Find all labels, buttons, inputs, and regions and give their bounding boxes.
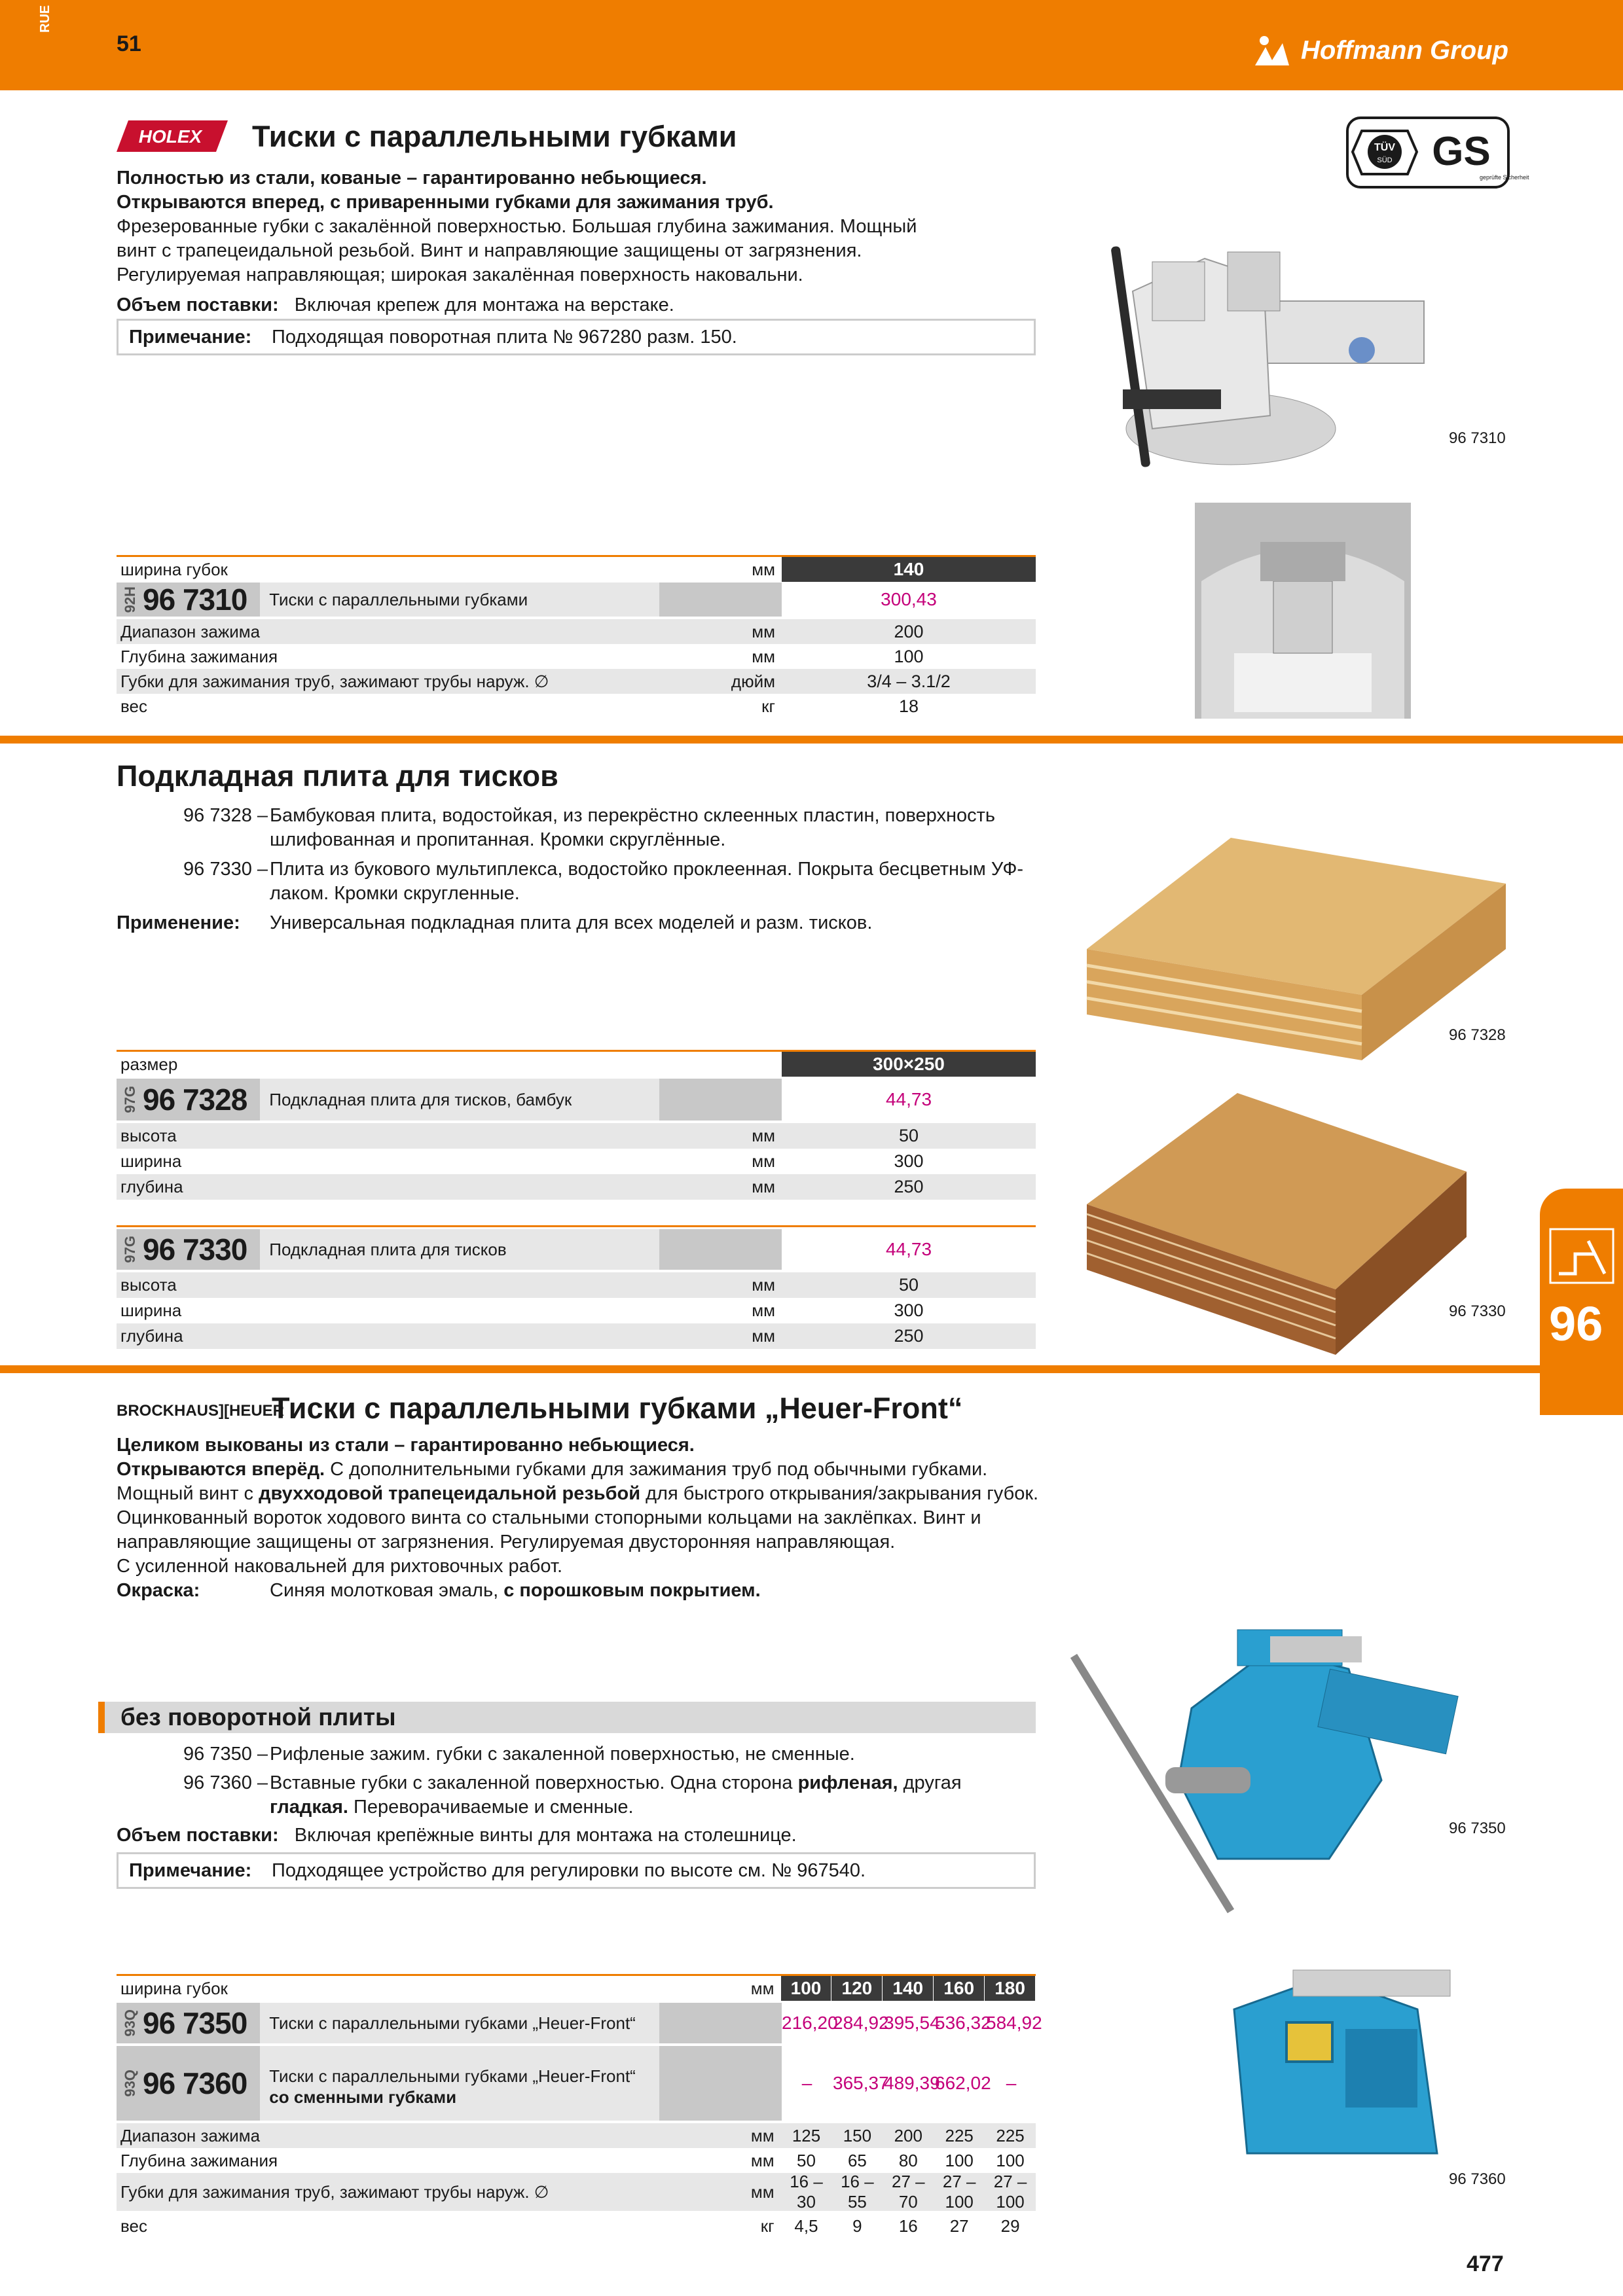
article-name: Тиски с параллельными губками „Heuer-Front“ со сменными губками bbox=[260, 2046, 659, 2121]
gs-text: GS bbox=[1432, 129, 1491, 174]
spec-value: 9 bbox=[852, 2215, 862, 2236]
spec-label: вес bbox=[120, 2215, 147, 2236]
table-plates bbox=[117, 1050, 1036, 1351]
spec-unit: мм bbox=[750, 2150, 775, 2170]
s3-item2-no: 96 7360 – bbox=[183, 1772, 268, 1793]
sud-text: SÜD bbox=[1377, 156, 1393, 164]
col-header: 120 bbox=[831, 1976, 882, 2001]
article-group: 97G bbox=[122, 1086, 138, 1113]
hoffmann-logo-icon bbox=[1252, 34, 1292, 67]
spec-label: Губки для зажимания труб, зажимают трубы наруж. ∅ bbox=[120, 671, 549, 691]
spec-unit: кг bbox=[761, 696, 775, 716]
spec-value: 200 bbox=[894, 2125, 922, 2145]
price-cell[interactable]: 284,92 bbox=[833, 2013, 889, 2033]
spec-value: 4,5 bbox=[794, 2215, 818, 2236]
note-key: Примечание: bbox=[129, 1859, 252, 1881]
article-group: 92H bbox=[122, 586, 138, 613]
article-group: 97G bbox=[122, 1236, 138, 1263]
article-row-967350 bbox=[117, 2003, 782, 2043]
s3-lead1: Целиком выкованы из стали – гарантированно небьющиеся. bbox=[117, 1435, 695, 1456]
article-number: 96 7328 bbox=[143, 1083, 247, 1117]
spec-value: 300 bbox=[894, 1300, 924, 1320]
supply-value: Включая крепеж для монтажа на верстаке. bbox=[294, 295, 674, 315]
s3-item1-no: 96 7350 – bbox=[183, 1744, 268, 1765]
section2-title: Подкладная плита для тисков bbox=[117, 759, 558, 793]
section1-title: Тиски с параллельными губками bbox=[252, 120, 737, 153]
spec-value: 16 – 55 bbox=[841, 2172, 874, 2212]
article-row-967328 bbox=[117, 1079, 782, 1121]
article-number: 96 7310 bbox=[143, 583, 247, 617]
spec-label: Глубина зажимания bbox=[120, 646, 278, 666]
spec-label: ширина bbox=[120, 1300, 182, 1320]
spec-unit: мм bbox=[752, 646, 775, 666]
s2-item2-no: 96 7330 – bbox=[183, 859, 268, 880]
table-heuer-front bbox=[117, 1974, 1042, 2242]
subsection-title: без поворотной плиты bbox=[120, 1704, 396, 1731]
article-number: 96 7350 bbox=[143, 2006, 247, 2040]
spec-label: Диапазон зажима bbox=[120, 2125, 261, 2145]
spec-value: 200 bbox=[894, 621, 924, 641]
spec-value: 50 bbox=[797, 2150, 816, 2170]
spec-label: Губки для зажимания труб, зажимают трубы наруж. ∅ bbox=[120, 2181, 549, 2202]
s3-paragraph2: Мощный винт с двухходовой трапецеидальной резьбой для быстрого открывания/закрывания губок. Оцинкованный вороток ходового винта со стальными стопорными кольцами на заклёпках. Винт и направляющие защищены от загрязнения. Регулируемая двусторонняя направляющая. bbox=[117, 1483, 1039, 1552]
spec-value: 150 bbox=[843, 2125, 872, 2145]
s3-color-key: Окраска: bbox=[117, 1580, 200, 1601]
col-header: 300×250 bbox=[782, 1052, 1036, 1077]
brockhaus-heuer-logo: BROCKHAUS][HEUER bbox=[117, 1402, 284, 1420]
price-cell[interactable]: – bbox=[801, 2073, 812, 2093]
spec-value: 29 bbox=[1000, 2215, 1020, 2236]
s2-item1-no: 96 7328 – bbox=[183, 805, 268, 826]
spec-value: 16 bbox=[898, 2215, 918, 2236]
price-cell[interactable]: 584,92 bbox=[986, 2013, 1042, 2033]
s1-note bbox=[117, 319, 1036, 355]
article-group: 93Q bbox=[122, 2009, 138, 2037]
spec-value: 100 bbox=[996, 2150, 1025, 2170]
s1-lead1: Полностью из стали, кованые – гарантированно небьющиеся. bbox=[117, 168, 707, 188]
price-967328[interactable]: 44,73 bbox=[885, 1089, 932, 1109]
multiplex-plate-image bbox=[1080, 1086, 1473, 1361]
svg-text:HOLEX: HOLEX bbox=[138, 126, 202, 147]
spec-value: 3/4 – 3.1/2 bbox=[867, 671, 951, 691]
s2-item2-text: Плита из букового мультиплекса, водостойко проклеенная. Покрыта бесцветным УФ-лаком. Кромки скругленные. bbox=[270, 859, 1024, 904]
spec-label: вес bbox=[120, 696, 147, 716]
col-unit: мм bbox=[750, 1978, 775, 1998]
spec-value: 50 bbox=[898, 1126, 919, 1145]
spec-value: 50 bbox=[898, 1275, 919, 1295]
spec-unit: мм bbox=[752, 621, 775, 641]
price-cell[interactable]: – bbox=[1006, 2073, 1017, 2093]
spec-row bbox=[117, 2173, 1036, 2211]
spec-label: высота bbox=[120, 1126, 177, 1145]
supply-key: Объем поставки: bbox=[117, 295, 279, 315]
spec-row bbox=[117, 1174, 1036, 1200]
article-name: Подкладная плита для тисков, бамбук bbox=[260, 1079, 659, 1121]
brand-logo bbox=[1252, 34, 1508, 67]
spec-row bbox=[117, 694, 1036, 719]
col-label: ширина губок bbox=[120, 1978, 228, 1998]
s3-item2-text: Вставные губки с закаленной поверхностью. Одна сторона рифленая, другая гладкая. Переворачиваемые и сменные. bbox=[270, 1772, 962, 1818]
col-label: размер bbox=[120, 1054, 178, 1074]
spec-value: 27 – 100 bbox=[993, 2172, 1027, 2212]
spec-unit: мм bbox=[750, 2125, 775, 2145]
spec-value: 300 bbox=[894, 1151, 924, 1171]
spec-value: 100 bbox=[945, 2150, 974, 2170]
spec-label: Глубина зажимания bbox=[120, 2150, 278, 2170]
chapter-number: 96 bbox=[1549, 1297, 1603, 1351]
spec-row bbox=[117, 669, 1036, 694]
s1-lead2: Открываются вперед, с приваренными губками для зажимания труб. bbox=[117, 192, 774, 213]
bamboo-plate-image bbox=[1080, 831, 1512, 1067]
subsection-header bbox=[98, 1702, 1036, 1733]
spec-row bbox=[117, 1123, 1036, 1149]
col-header: 160 bbox=[934, 1976, 984, 2001]
price-cell[interactable]: 489,39 bbox=[884, 2073, 940, 2093]
spec-label: Диапазон зажима bbox=[120, 621, 261, 641]
spec-unit: мм bbox=[750, 2181, 775, 2202]
section-separator bbox=[0, 1365, 1623, 1373]
s2-use-value: Универсальная подкладная плита для всех моделей и разм. тисков. bbox=[270, 912, 873, 933]
spec-label: глубина bbox=[120, 1326, 183, 1346]
spec-unit: кг bbox=[760, 2215, 775, 2236]
col-header: 140 bbox=[883, 1976, 933, 2001]
spec-row bbox=[117, 2148, 1036, 2173]
holex-logo bbox=[117, 119, 228, 153]
caption-967310: 96 7310 bbox=[1449, 429, 1506, 447]
col-label: ширина губок bbox=[120, 559, 228, 579]
spec-label: ширина bbox=[120, 1151, 182, 1171]
spec-unit: мм bbox=[752, 1275, 775, 1295]
article-group: 93Q bbox=[122, 2070, 138, 2097]
article-row-967330 bbox=[117, 1229, 782, 1270]
page-number: 477 bbox=[1467, 2251, 1504, 2276]
price-cell[interactable]: 216,20 bbox=[782, 2013, 838, 2033]
note-key: Примечание: bbox=[129, 326, 252, 348]
article-row-967360 bbox=[117, 2046, 782, 2121]
spec-value: 80 bbox=[898, 2150, 918, 2170]
chapter-icon bbox=[1549, 1228, 1614, 1284]
section-separator bbox=[0, 736, 1623, 744]
spec-value: 18 bbox=[898, 696, 919, 716]
article-number: 96 7330 bbox=[143, 1232, 247, 1266]
s3-paragraph1: Открываются вперёд. С дополнительными губками для зажимания труб под обычными губками. bbox=[117, 1459, 988, 1480]
spec-value: 27 – 100 bbox=[942, 2172, 976, 2212]
spec-row bbox=[117, 1272, 1036, 1298]
spec-unit: мм bbox=[752, 1300, 775, 1320]
article-row bbox=[117, 583, 782, 617]
article-number: 96 7360 bbox=[143, 2066, 247, 2100]
article-name: Тиски с параллельными губками „Heuer-Front“ bbox=[260, 2003, 659, 2043]
spec-value: 27 – 70 bbox=[891, 2172, 925, 2212]
spec-row bbox=[117, 644, 1036, 669]
spec-row bbox=[117, 1149, 1036, 1174]
spec-label: высота bbox=[120, 1275, 177, 1295]
article-name: Подкладная плита для тисков bbox=[260, 1229, 659, 1270]
caption-967330: 96 7330 bbox=[1449, 1302, 1506, 1320]
page-section: 51 bbox=[117, 31, 141, 56]
s3-note bbox=[117, 1852, 1036, 1889]
tuv-text: TÜV bbox=[1374, 142, 1395, 153]
spec-row bbox=[117, 619, 1036, 644]
s3-color-value: Синяя молотковая эмаль, с порошковым покрытием. bbox=[270, 1580, 761, 1601]
spec-row bbox=[117, 1298, 1036, 1323]
spec-row bbox=[117, 2123, 1036, 2148]
spec-value: 16 – 30 bbox=[790, 2172, 823, 2212]
col-header: 100 bbox=[781, 1976, 831, 2001]
s2-use-key: Применение: bbox=[117, 912, 240, 933]
spec-unit: мм bbox=[752, 1151, 775, 1171]
spec-unit: мм bbox=[752, 1326, 775, 1346]
s1-description: Фрезерованные губки с закалённой поверхностью. Большая глубина зажимания. Мощный винт с трапецеидальной резьбой. Винт и направляющие защищены от загрязнения. Регулируемая направляющая; широкая закалённая поверхность наковальни. bbox=[117, 216, 917, 285]
caption-967350: 96 7350 bbox=[1449, 1820, 1506, 1837]
note-value: Подходящая поворотная плита № 967280 разм. 150. bbox=[272, 326, 737, 348]
tuv-gs-icon bbox=[1349, 119, 1529, 186]
price-cell[interactable]: 365,37 bbox=[833, 2073, 889, 2093]
spec-value: 225 bbox=[996, 2125, 1025, 2145]
spec-value: 100 bbox=[894, 646, 924, 666]
spec-value: 27 bbox=[949, 2215, 969, 2236]
gs-sub: geprüfte Sicherheit bbox=[1480, 174, 1529, 181]
caption-967328: 96 7328 bbox=[1449, 1026, 1506, 1044]
vise-967350-image bbox=[1074, 1610, 1453, 1924]
vise-detail-image bbox=[1195, 503, 1411, 719]
spec-value: 225 bbox=[945, 2125, 974, 2145]
col-unit: мм bbox=[752, 559, 775, 579]
spec-row bbox=[117, 1323, 1036, 1349]
price-cell[interactable]: 395,54 bbox=[884, 2013, 940, 2033]
spec-row bbox=[117, 2214, 1036, 2238]
spec-value: 125 bbox=[792, 2125, 821, 2145]
s3-item1-text: Рифленые зажим. губки с закаленной поверхностью, не сменные. bbox=[270, 1744, 855, 1765]
brand-name: Hoffmann Group bbox=[1300, 35, 1508, 65]
s1-supply bbox=[117, 293, 674, 317]
caption-967360: 96 7360 bbox=[1449, 2170, 1506, 2188]
table-967310 bbox=[117, 555, 1036, 720]
col-header: 140 bbox=[782, 557, 1036, 582]
s3-paragraph3: С усиленной наковальней для рихтовочных работ. bbox=[117, 1556, 563, 1577]
vise-967360-image bbox=[1221, 1950, 1476, 2153]
certification-badge bbox=[1346, 117, 1529, 188]
col-header: 180 bbox=[985, 1976, 1035, 2001]
article-price[interactable]: 300,43 bbox=[881, 589, 937, 609]
spec-label: глубина bbox=[120, 1177, 183, 1196]
s2-item1-text: Бамбуковая плита, водостойкая, из перекрёстно склеенных пластин, поверхность шлифованная и пропитанная. Кромки скруглённые. bbox=[270, 805, 995, 850]
price-cell[interactable]: 536,32 bbox=[935, 2013, 991, 2033]
spec-unit: дюйм bbox=[731, 671, 775, 691]
price-967330[interactable]: 44,73 bbox=[885, 1239, 932, 1259]
spec-unit: мм bbox=[752, 1177, 775, 1196]
spec-value: 250 bbox=[894, 1326, 924, 1346]
vise-967310-image bbox=[1074, 239, 1424, 501]
side-code: RUE bbox=[38, 5, 52, 33]
spec-value: 250 bbox=[894, 1177, 924, 1196]
s3-supply: Объем поставки: Включая крепёжные винты для монтажа на столешнице. bbox=[117, 1825, 797, 1846]
price-cell[interactable]: 662,02 bbox=[935, 2073, 991, 2093]
spec-unit: мм bbox=[752, 1126, 775, 1145]
section3-title: Тиски с параллельными губками „Heuer-Front“ bbox=[272, 1391, 963, 1425]
spec-value: 65 bbox=[847, 2150, 867, 2170]
article-name: Тиски с параллельными губками bbox=[260, 583, 659, 617]
note-value: Подходящее устройство для регулировки по высоте см. № 967540. bbox=[272, 1859, 866, 1881]
